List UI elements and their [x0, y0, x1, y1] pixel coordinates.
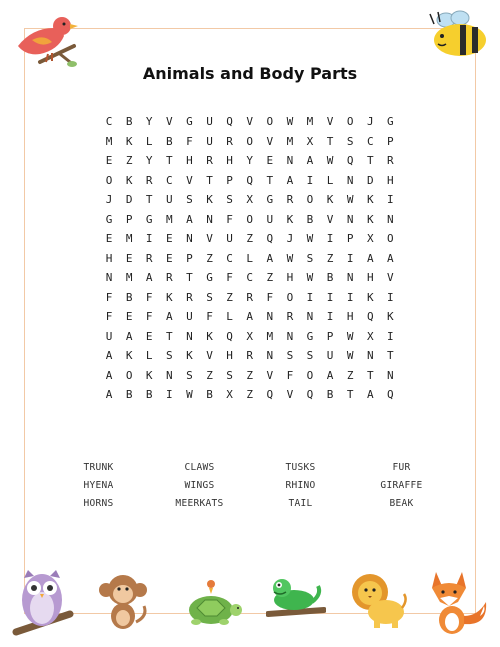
grid-cell[interactable]: L — [226, 310, 233, 324]
word-list-row — [48, 458, 452, 476]
grid-cell[interactable]: C — [246, 271, 254, 285]
grid-cell[interactable]: R — [246, 349, 254, 363]
word-list-item: MEERKATS — [175, 497, 224, 509]
word-list-item: RHINO — [285, 479, 316, 491]
grid-cell[interactable]: H — [226, 154, 233, 168]
grid-cell[interactable]: X — [246, 329, 254, 343]
grid-cell[interactable]: E — [125, 310, 133, 324]
word-list-item: HYENA — [83, 479, 114, 491]
grid-cell[interactable]: V — [166, 115, 173, 129]
grid-cell[interactable]: N — [166, 368, 173, 382]
grid-cell[interactable]: V — [246, 115, 254, 129]
grid-cell[interactable]: L — [145, 134, 153, 148]
grid-cell[interactable]: R — [186, 290, 193, 304]
grid-cell[interactable]: T — [166, 154, 173, 168]
grid-cell[interactable]: O — [246, 212, 254, 226]
grid-cell[interactable]: J — [286, 232, 294, 246]
grid-cell[interactable]: M — [125, 271, 133, 285]
grid-cell[interactable]: B — [125, 290, 133, 304]
grid-cell[interactable]: B — [306, 212, 314, 226]
grid-cell[interactable]: R — [145, 251, 153, 265]
grid-cell[interactable]: K — [145, 368, 153, 382]
grid-cell[interactable]: A — [326, 368, 334, 382]
grid-cell[interactable]: S — [286, 349, 294, 363]
grid-cell[interactable]: S — [186, 368, 193, 382]
grid-cell[interactable]: K — [125, 173, 133, 187]
grid-row — [99, 366, 401, 386]
grid-cell[interactable]: C — [166, 173, 173, 187]
grid-cell[interactable]: B — [206, 388, 213, 402]
grid-cell[interactable]: S — [206, 290, 213, 304]
grid-cell[interactable]: M — [286, 134, 294, 148]
grid-cell[interactable]: Q — [226, 115, 233, 129]
grid-cell[interactable]: A — [366, 251, 374, 265]
grid-cell[interactable]: M — [125, 232, 133, 246]
grid-cell[interactable]: V — [266, 134, 274, 148]
grid-cell[interactable]: D — [366, 173, 374, 187]
fox-icon — [428, 566, 490, 638]
word-list-row — [48, 494, 452, 512]
grid-row — [99, 249, 401, 269]
grid-cell[interactable]: E — [166, 251, 173, 265]
grid-cell[interactable]: R — [387, 154, 394, 168]
grid-cell[interactable]: Z — [206, 368, 213, 382]
grid-cell[interactable]: F — [226, 212, 233, 226]
grid-cell[interactable]: P — [346, 232, 354, 246]
grid-cell[interactable]: W — [346, 193, 354, 207]
grid-cell[interactable]: V — [286, 388, 294, 402]
grid-row — [99, 190, 401, 210]
grid-cell[interactable]: M — [105, 134, 113, 148]
grid-cell[interactable]: B — [145, 388, 153, 402]
grid-row — [99, 327, 401, 347]
grid-cell[interactable]: O — [246, 134, 254, 148]
grid-cell[interactable]: T — [346, 388, 354, 402]
grid-cell[interactable]: S — [186, 193, 193, 207]
word-list-row — [48, 476, 452, 494]
grid-cell[interactable]: Q — [246, 173, 254, 187]
grid-cell[interactable]: N — [186, 232, 193, 246]
grid-cell[interactable]: Q — [266, 388, 274, 402]
grid-cell[interactable]: S — [306, 251, 314, 265]
owl-icon — [12, 566, 74, 642]
grid-cell[interactable]: N — [105, 271, 113, 285]
grid-cell[interactable]: V — [387, 271, 394, 285]
grid-cell[interactable]: I — [306, 290, 314, 304]
grid-cell[interactable]: N — [266, 310, 274, 324]
grid-cell[interactable]: R — [286, 193, 294, 207]
grid-cell[interactable]: T — [206, 173, 213, 187]
grid-cell[interactable]: E — [105, 154, 113, 168]
grid-cell[interactable]: P — [226, 173, 233, 187]
grid-cell[interactable]: S — [226, 193, 233, 207]
grid-cell[interactable]: I — [145, 232, 153, 246]
grid-cell[interactable]: W — [306, 271, 314, 285]
grid-cell[interactable]: P — [387, 134, 394, 148]
grid-cell[interactable]: Z — [346, 368, 354, 382]
grid-cell[interactable]: U — [326, 349, 334, 363]
turtle-icon — [178, 578, 244, 628]
grid-cell[interactable]: X — [366, 329, 374, 343]
grid-cell[interactable]: Z — [326, 251, 334, 265]
grid-cell[interactable]: F — [145, 310, 153, 324]
grid-row — [99, 171, 401, 191]
grid-cell[interactable]: V — [206, 232, 213, 246]
grid-cell[interactable]: F — [286, 368, 294, 382]
grid-cell[interactable]: K — [387, 310, 394, 324]
grid-cell[interactable]: W — [346, 329, 354, 343]
grid-cell[interactable]: K — [206, 193, 213, 207]
grid-cell[interactable]: W — [326, 154, 334, 168]
bee-icon — [426, 10, 490, 60]
grid-cell[interactable]: O — [105, 173, 113, 187]
grid-cell[interactable]: A — [286, 173, 294, 187]
grid-cell[interactable]: Z — [246, 388, 254, 402]
grid-row — [99, 210, 401, 230]
grid-cell[interactable]: C — [105, 115, 113, 129]
grid-cell[interactable]: O — [387, 232, 394, 246]
grid-cell[interactable]: E — [266, 154, 274, 168]
grid-cell[interactable]: Y — [145, 154, 153, 168]
grid-cell[interactable]: W — [186, 388, 193, 402]
grid-cell[interactable]: F — [226, 271, 233, 285]
grid-cell[interactable]: L — [326, 173, 334, 187]
word-list-item: CLAWS — [184, 461, 215, 473]
grid-cell[interactable]: F — [105, 290, 113, 304]
monkey-icon — [96, 572, 150, 632]
grid-cell[interactable]: N — [286, 154, 294, 168]
grid-cell[interactable]: T — [366, 368, 374, 382]
grid-cell[interactable]: T — [186, 271, 193, 285]
grid-cell[interactable]: N — [286, 329, 294, 343]
grid-cell[interactable]: B — [166, 134, 173, 148]
grid-cell[interactable]: T — [387, 349, 394, 363]
grid-cell[interactable]: J — [105, 193, 113, 207]
grid-cell[interactable]: H — [346, 310, 354, 324]
word-list-item: FUR — [392, 461, 411, 473]
grid-cell[interactable]: T — [145, 193, 153, 207]
grid-cell[interactable]: H — [226, 349, 233, 363]
grid-cell[interactable]: R — [286, 310, 294, 324]
grid-cell[interactable]: U — [226, 232, 233, 246]
grid-cell[interactable]: X — [226, 388, 233, 402]
grid-cell[interactable]: Q — [366, 310, 374, 324]
grid-cell[interactable]: I — [326, 290, 334, 304]
grid-cell[interactable]: S — [346, 134, 354, 148]
grid-cell[interactable]: A — [266, 251, 274, 265]
grid-cell[interactable]: T — [166, 329, 173, 343]
grid-cell[interactable]: V — [186, 173, 193, 187]
grid-row — [99, 288, 401, 308]
grid-cell[interactable]: P — [125, 212, 133, 226]
grid-cell[interactable]: L — [246, 251, 254, 265]
grid-cell[interactable]: F — [266, 290, 274, 304]
grid-cell[interactable]: U — [266, 212, 274, 226]
grid-cell[interactable]: N — [306, 310, 314, 324]
grid-cell[interactable]: X — [246, 193, 254, 207]
grid-row — [99, 346, 401, 366]
grid-cell[interactable]: B — [326, 271, 334, 285]
grid-row — [99, 307, 401, 327]
grid-cell[interactable]: C — [226, 251, 233, 265]
grid-cell[interactable]: X — [366, 232, 374, 246]
grid-cell[interactable]: D — [125, 193, 133, 207]
grid-cell[interactable]: L — [145, 349, 153, 363]
grid-cell[interactable]: K — [166, 290, 173, 304]
grid-cell[interactable]: W — [306, 232, 314, 246]
grid-cell[interactable]: U — [206, 134, 213, 148]
grid-cell[interactable]: Y — [145, 115, 153, 129]
grid-cell[interactable]: N — [387, 368, 394, 382]
grid-cell[interactable]: K — [286, 212, 294, 226]
grid-row — [99, 268, 401, 288]
grid-cell[interactable]: A — [366, 388, 374, 402]
grid-cell[interactable]: O — [286, 290, 294, 304]
grid-cell[interactable]: G — [306, 329, 314, 343]
grid-cell[interactable]: I — [326, 232, 334, 246]
grid-cell[interactable]: R — [145, 173, 153, 187]
word-list-item: HORNS — [83, 497, 114, 509]
grid-cell[interactable]: G — [105, 212, 113, 226]
word-list-item: WINGS — [184, 479, 215, 491]
grid-cell[interactable]: N — [186, 329, 193, 343]
grid-cell[interactable]: E — [166, 232, 173, 246]
grid-cell[interactable]: Z — [206, 251, 213, 265]
grid-cell[interactable]: I — [346, 251, 354, 265]
grid-cell[interactable]: Q — [306, 388, 314, 402]
grid-cell[interactable]: N — [206, 212, 213, 226]
grid-cell[interactable]: A — [387, 251, 394, 265]
grid-cell[interactable]: N — [346, 271, 354, 285]
grid-cell[interactable]: F — [186, 134, 193, 148]
word-list-item: TAIL — [288, 497, 313, 509]
grid-cell[interactable]: A — [105, 349, 113, 363]
grid-cell[interactable]: Q — [266, 232, 274, 246]
grid-cell[interactable]: V — [326, 115, 334, 129]
grid-cell[interactable]: B — [326, 388, 334, 402]
grid-cell[interactable]: R — [166, 271, 173, 285]
grid-row — [99, 385, 401, 405]
grid-cell[interactable]: W — [286, 251, 294, 265]
letter-grid — [99, 112, 401, 405]
word-list-item: GIRAFFE — [380, 479, 423, 491]
grid-cell[interactable]: A — [166, 310, 173, 324]
grid-cell[interactable]: K — [326, 193, 334, 207]
grid-cell[interactable]: Z — [246, 232, 254, 246]
grid-cell[interactable]: G — [387, 115, 394, 129]
grid-cell[interactable]: N — [266, 349, 274, 363]
grid-cell[interactable]: A — [306, 154, 314, 168]
grid-cell[interactable]: O — [306, 368, 314, 382]
grid-cell[interactable]: A — [105, 368, 113, 382]
grid-cell[interactable]: N — [387, 212, 394, 226]
grid-cell[interactable]: U — [105, 329, 113, 343]
grid-cell[interactable]: P — [326, 329, 334, 343]
grid-cell[interactable]: C — [366, 134, 374, 148]
grid-cell[interactable]: Q — [226, 329, 233, 343]
grid-cell[interactable]: S — [166, 349, 173, 363]
page-title: Animals and Body Parts — [142, 64, 358, 83]
grid-cell[interactable]: Z — [266, 271, 274, 285]
grid-cell[interactable]: U — [186, 310, 193, 324]
grid-cell[interactable]: K — [186, 349, 193, 363]
grid-cell[interactable]: Q — [346, 154, 354, 168]
grid-cell[interactable]: A — [145, 271, 153, 285]
grid-cell[interactable]: O — [266, 115, 274, 129]
grid-cell[interactable]: K — [125, 349, 133, 363]
grid-row — [99, 112, 401, 132]
grid-cell[interactable]: X — [306, 134, 314, 148]
grid-cell[interactable]: P — [186, 251, 193, 265]
grid-cell[interactable]: H — [387, 173, 394, 187]
grid-cell[interactable]: O — [306, 193, 314, 207]
grid-cell[interactable]: M — [166, 212, 173, 226]
grid-cell[interactable]: S — [226, 368, 233, 382]
grid-cell[interactable]: G — [186, 115, 193, 129]
grid-cell[interactable]: I — [306, 173, 314, 187]
grid-cell[interactable]: M — [306, 115, 314, 129]
grid-cell[interactable]: W — [286, 115, 294, 129]
word-list-item: TUSKS — [285, 461, 316, 473]
grid-cell[interactable]: I — [387, 290, 394, 304]
grid-cell[interactable]: I — [387, 193, 394, 207]
grid-cell[interactable]: G — [206, 271, 213, 285]
grid-cell[interactable]: K — [206, 329, 213, 343]
grid-cell[interactable]: U — [206, 115, 213, 129]
grid-cell[interactable]: U — [166, 193, 173, 207]
grid-cell[interactable]: W — [346, 349, 354, 363]
word-list — [48, 458, 452, 512]
grid-cell[interactable]: I — [387, 329, 394, 343]
grid-cell[interactable]: B — [125, 115, 133, 129]
grid-cell[interactable]: H — [105, 251, 113, 265]
grid-cell[interactable]: E — [105, 232, 113, 246]
grid-cell[interactable]: O — [125, 368, 133, 382]
lizard-icon — [266, 574, 326, 624]
grid-cell[interactable]: K — [125, 134, 133, 148]
grid-cell[interactable]: Z — [246, 368, 254, 382]
grid-cell[interactable]: M — [266, 329, 274, 343]
grid-cell[interactable]: I — [346, 290, 354, 304]
grid-cell[interactable]: V — [266, 368, 274, 382]
grid-cell[interactable]: N — [346, 212, 354, 226]
lion-icon — [348, 572, 408, 630]
grid-cell[interactable]: F — [206, 310, 213, 324]
grid-cell[interactable]: R — [206, 154, 213, 168]
grid-cell[interactable]: H — [366, 271, 374, 285]
grid-cell[interactable]: A — [125, 329, 133, 343]
grid-cell[interactable]: K — [366, 212, 374, 226]
grid-cell[interactable]: T — [266, 173, 274, 187]
grid-cell[interactable]: A — [246, 310, 254, 324]
grid-cell[interactable]: N — [366, 349, 374, 363]
grid-cell[interactable]: F — [145, 290, 153, 304]
grid-cell[interactable]: E — [145, 329, 153, 343]
grid-cell[interactable]: Z — [226, 290, 233, 304]
grid-cell[interactable]: A — [186, 212, 193, 226]
grid-cell[interactable]: T — [366, 154, 374, 168]
grid-cell[interactable]: G — [145, 212, 153, 226]
grid-cell[interactable]: V — [206, 349, 213, 363]
grid-cell[interactable]: R — [226, 134, 233, 148]
bird-icon — [12, 10, 82, 72]
grid-cell[interactable]: G — [266, 193, 274, 207]
grid-cell[interactable]: Z — [125, 154, 133, 168]
grid-cell[interactable]: S — [306, 349, 314, 363]
grid-cell[interactable]: O — [346, 115, 354, 129]
grid-cell[interactable]: Y — [246, 154, 254, 168]
grid-cell[interactable]: J — [366, 115, 374, 129]
grid-cell[interactable]: V — [326, 212, 334, 226]
grid-row — [99, 151, 401, 171]
grid-row — [99, 132, 401, 152]
grid-row — [99, 229, 401, 249]
grid-cell[interactable]: I — [326, 310, 334, 324]
grid-cell[interactable]: T — [326, 134, 334, 148]
grid-cell[interactable]: H — [186, 154, 193, 168]
grid-cell[interactable]: H — [286, 271, 294, 285]
grid-cell[interactable]: F — [105, 310, 113, 324]
grid-cell[interactable]: Q — [387, 388, 394, 402]
word-list-item: TRUNK — [83, 461, 114, 473]
word-list-item: BEAK — [389, 497, 414, 509]
grid-cell[interactable]: N — [346, 173, 354, 187]
grid-cell[interactable]: K — [366, 193, 374, 207]
grid-cell[interactable]: R — [246, 290, 254, 304]
grid-cell[interactable]: B — [125, 388, 133, 402]
grid-cell[interactable]: A — [105, 388, 113, 402]
grid-cell[interactable]: I — [166, 388, 173, 402]
grid-cell[interactable]: K — [366, 290, 374, 304]
grid-cell[interactable]: E — [125, 251, 133, 265]
